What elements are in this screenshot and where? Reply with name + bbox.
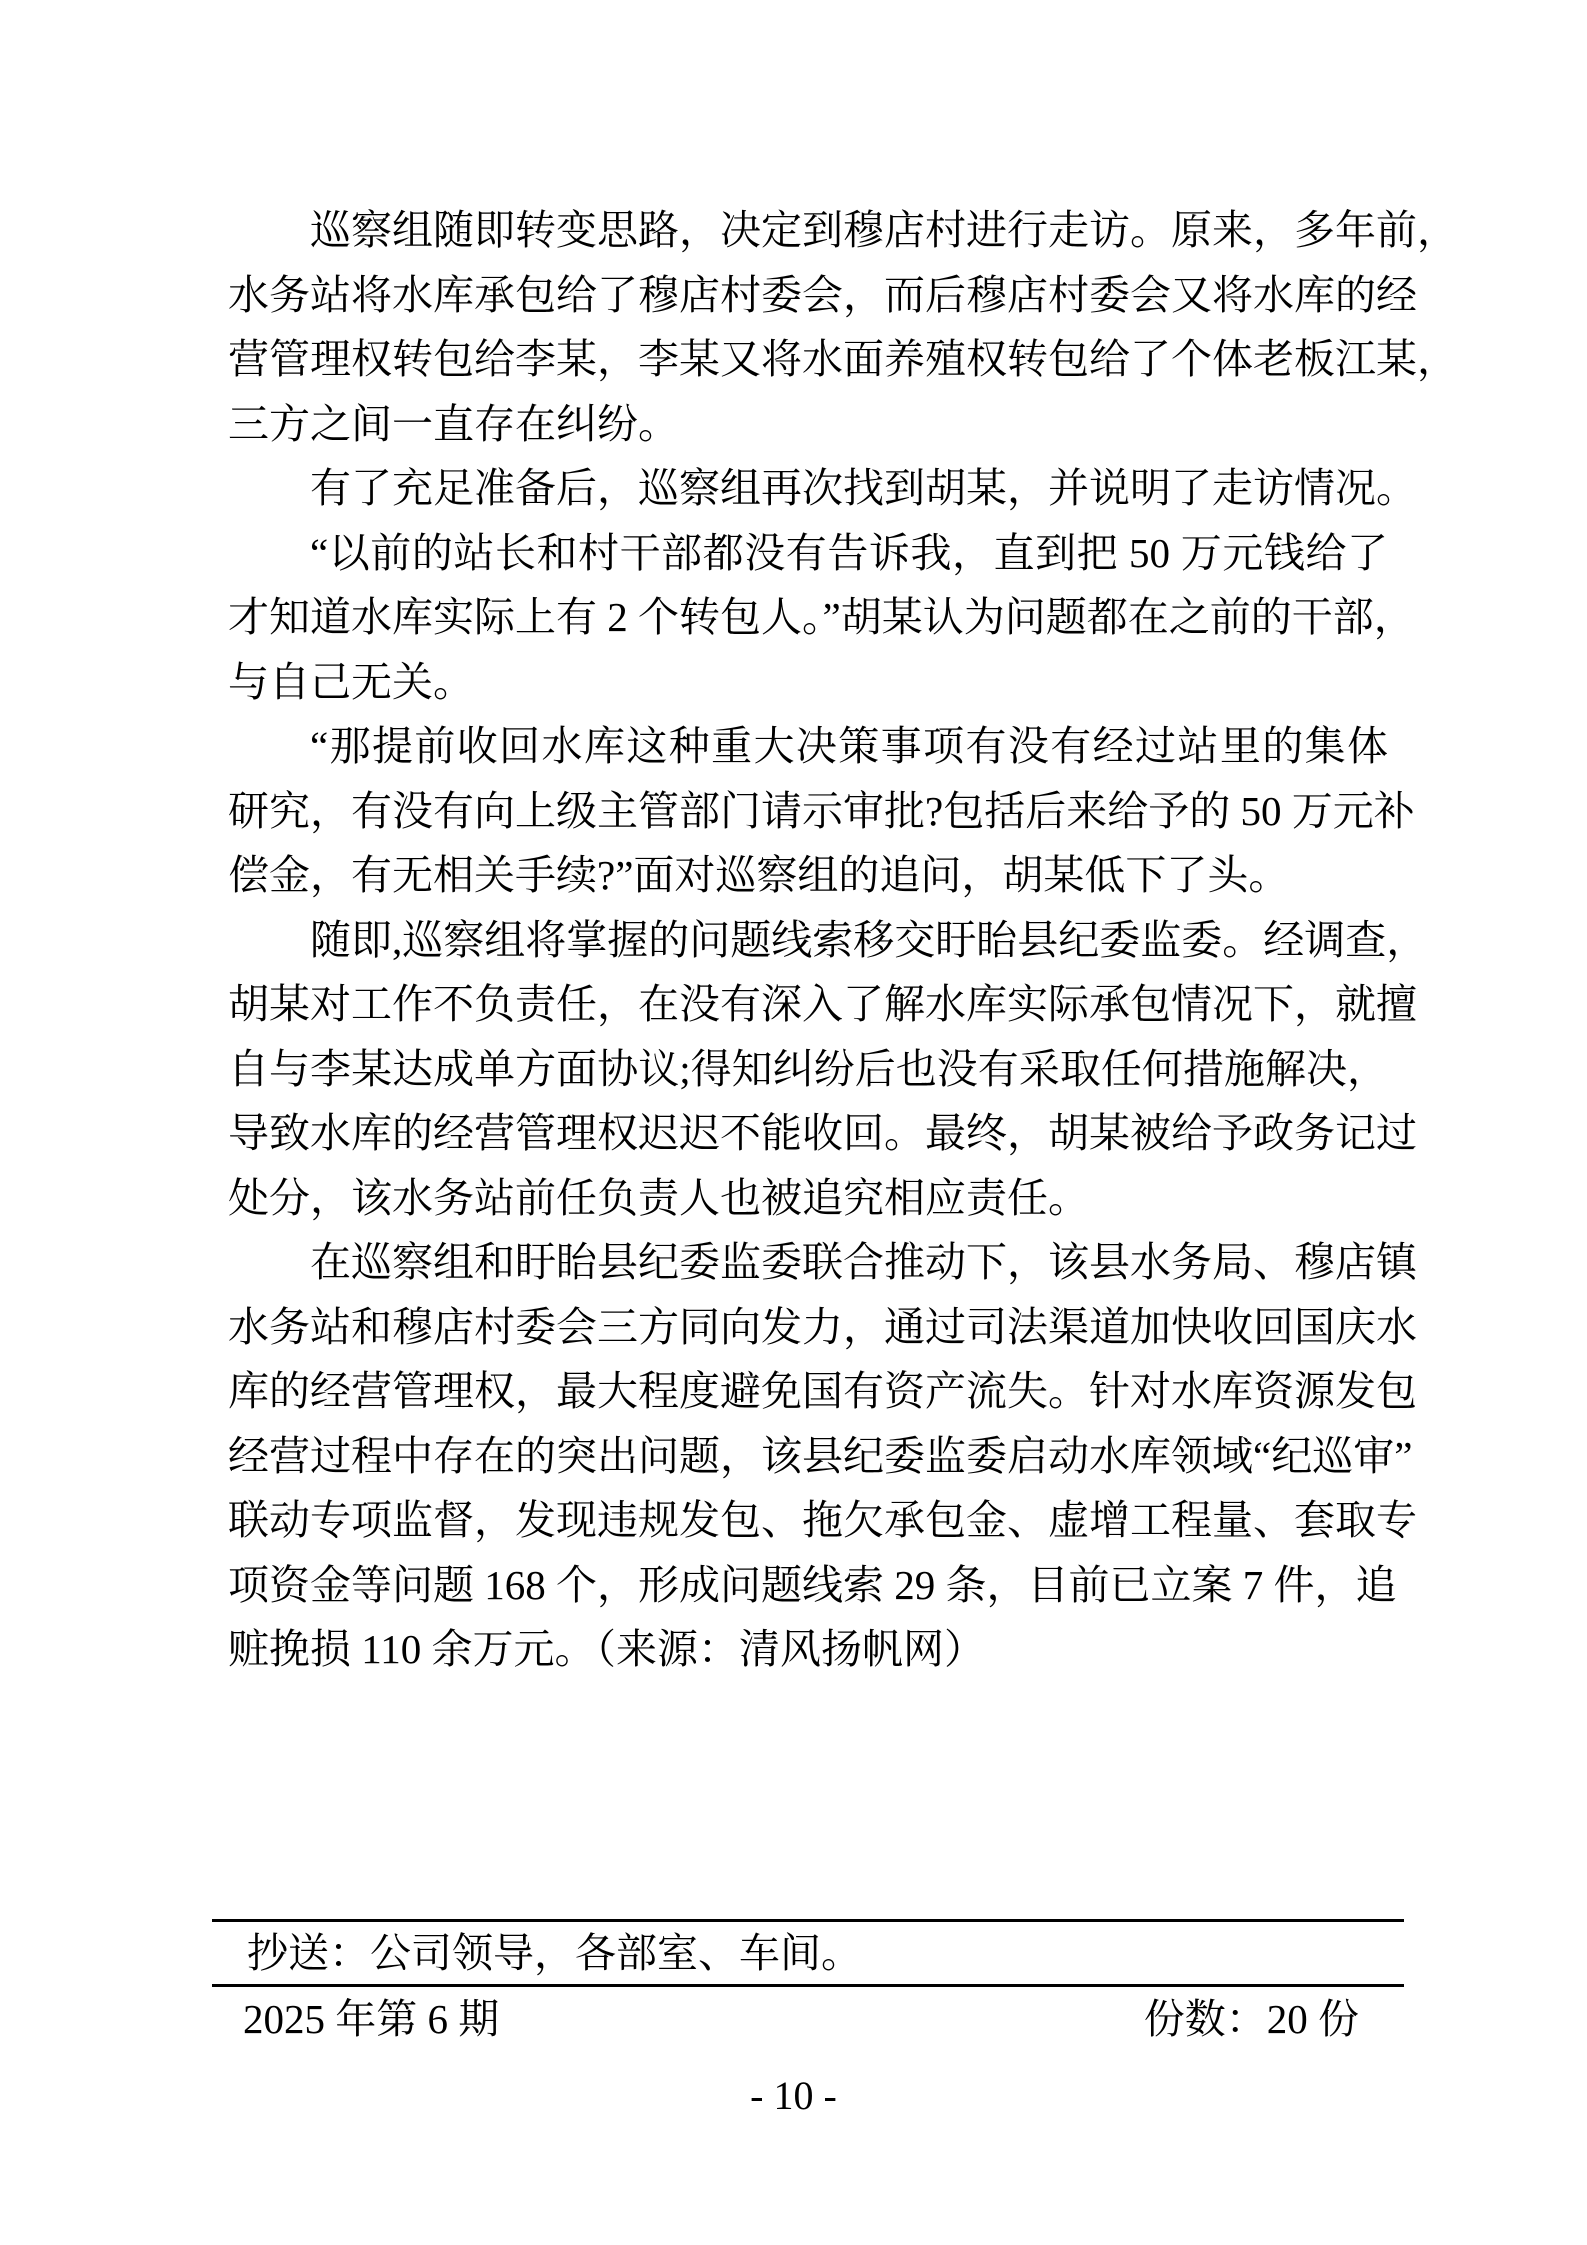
text-line: 随即,巡察组将掌握的问题线索移交盱眙县纪委监委。经调查， (310, 916, 1428, 963)
text-line: 经营过程中存在的突出问题，该县纪委监委启动水库领域“纪巡审” (228, 1432, 1413, 1479)
text-line: 与自己无关。 (228, 658, 474, 705)
text-line: 赃挽损 110 余万元。（来源：清风扬帆网） (228, 1626, 985, 1672)
text-line: 项资金等问题 168 个，形成问题线索 29 条，目前已立案 7 件，追 (228, 1561, 1397, 1608)
text-line: 库的经营管理权，最大程度避免国有资产流失。针对水库资源发包 (228, 1368, 1417, 1414)
text-line: 水务站和穆店村委会三方同向发力，通过司法渠道加快收回国庆水 (228, 1303, 1417, 1350)
page-number: - 10 - (750, 2073, 837, 2118)
text-line: 联动专项监督，发现违规发包、拖欠承包金、虚增工程量、套取专 (228, 1497, 1417, 1543)
document-body (228, 198, 1458, 1682)
text-line: 营管理权转包给李某，李某又将水面养殖权转包给了个体老板江某， (228, 336, 1458, 382)
text-line: 胡某对工作不负责任，在没有深入了解水库实际承包情况下，就擅 (228, 981, 1417, 1027)
text-line: 在巡察组和盱眙县纪委监委联合推动下，该县水务局、穆店镇 (310, 1239, 1417, 1285)
footer-rule-bottom (212, 1984, 1404, 1987)
text-line: 自与李某达成单方面协议;得知纠纷后也没有采取任何措施解决， (228, 1045, 1388, 1092)
text-line: 有了充足准备后，巡察组再次找到胡某，并说明了走访情况。 (310, 465, 1417, 511)
text-line: 偿金，有无相关手续?”面对巡察组的追问，胡某低下了头。 (228, 852, 1290, 898)
copies-count: 份数：20 份 (1143, 1996, 1359, 2042)
text-line: 巡察组随即转变思路，决定到穆店村进行走访。原来，多年前， (310, 207, 1458, 253)
text-line: “以前的站长和村干部都没有告诉我，直到把 50 万元钱给了 (310, 529, 1388, 576)
text-line: 导致水库的经营管理权迟迟不能收回。最终，胡某被给予政务记过 (228, 1110, 1417, 1156)
text-line: “那提前收回水库这种重大决策事项有没有经过站里的集体 (310, 723, 1388, 769)
text-line: 才知道水库实际上有 2 个转包人。”胡某认为问题都在之前的干部， (228, 594, 1415, 640)
text-line: 处分，该水务站前任负责人也被追究相应责任。 (228, 1174, 1089, 1221)
copy-to-line: 抄送：公司领导，各部室、车间。 (247, 1930, 862, 1976)
text-line: 研究，有没有向上级主管部门请示审批?包括后来给予的 50 万元补 (228, 787, 1415, 834)
issue-row (212, 1992, 1404, 2046)
text-line: 水务站将水库承包给了穆店村委会，而后穆店村委会又将水库的经 (228, 271, 1417, 318)
text-line: 三方之间一直存在纠纷。 (228, 400, 679, 447)
issue-number: 2025 年第 6 期 (243, 1996, 500, 2042)
